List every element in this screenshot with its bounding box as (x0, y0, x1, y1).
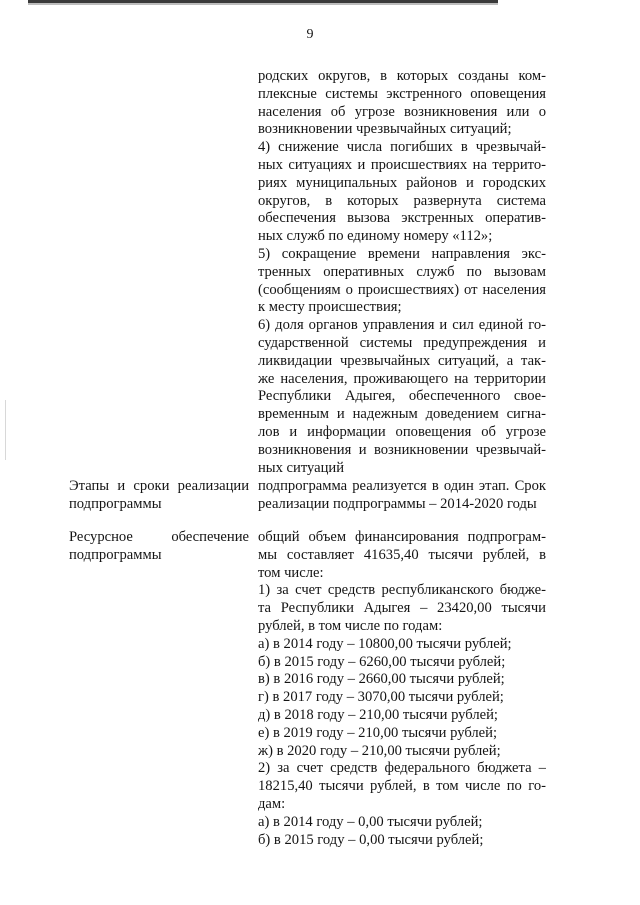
text-line: сударственной системы предупреждения и (258, 334, 546, 351)
text-line: реализации подпрограммы – 2014-2020 годы (258, 495, 537, 512)
text-line: к месту происшествия; (258, 299, 402, 316)
text-line: плексные системы экстренного оповещения (258, 85, 546, 102)
label-line: подпрограммы (69, 495, 162, 512)
text-line: ных ситуациях и происшествиях на террито- (258, 156, 546, 173)
text-line: б) в 2015 году – 6260,00 тысячи рублей; (258, 653, 506, 670)
text-line: обеспечения вызова экстренных оператив- (258, 210, 546, 227)
text-line: г) в 2017 году – 3070,00 тысячи рублей; (258, 689, 504, 706)
text-line: в) в 2016 году – 2660,00 тысячи рублей; (258, 671, 505, 688)
stages-label (69, 478, 249, 514)
stages-value (258, 478, 546, 514)
text-line: е) в 2019 году – 210,00 тысячи рублей; (258, 724, 498, 741)
text-line: возникновения и возникновении чрезвычай- (258, 441, 546, 458)
text-line: ликвидации чрезвычайных ситуаций, а так- (258, 352, 546, 369)
text-line: 6) доля органов управления и сил единой го- (258, 317, 546, 334)
resources-value (258, 529, 546, 849)
text-line: Республики Адыгея, обеспеченного свое- (258, 388, 546, 405)
resources-label (69, 529, 249, 565)
label-line: Этапы и сроки реализации (69, 478, 249, 494)
text-line: общий объем финансирования подпрограм- (258, 529, 546, 545)
text-line: же населения, проживающего на территории (258, 370, 546, 387)
text-line: 18215,40 тысячи рублей, в том числе по го- (258, 778, 546, 795)
text-line: ных ситуаций (258, 459, 345, 476)
text-line: а) в 2014 году – 10800,00 тысячи рублей; (258, 635, 512, 652)
text-line: (сообщениям о происшествиях) от населения (258, 281, 546, 298)
goals-continuation-text (258, 68, 546, 477)
text-line: риях муниципальных районов и городских (258, 174, 546, 191)
text-line: лов и информации оповещения об угрозе (258, 423, 546, 440)
text-line: 2) за счет средств федерального бюджета – (258, 760, 546, 777)
scan-top-edge-shadow (28, 3, 498, 5)
scan-margin-mark (5, 400, 6, 460)
text-line: та Республики Адыгея – 23420,00 тысячи (258, 600, 546, 617)
text-line: тренных оперативных служб по вызовам (258, 263, 546, 280)
text-line: ных служб по единому номеру «112»; (258, 228, 493, 245)
text-line: д) в 2018 году – 210,00 тысячи рублей; (258, 706, 498, 723)
text-line: дам: (258, 795, 286, 812)
text-line: родских округов, в которых созданы ком- (258, 68, 546, 84)
text-line: округов, в которых развернута система (258, 192, 546, 209)
text-line: подпрограмма реализуется в один этап. Срок (258, 478, 546, 494)
text-line: ж) в 2020 году – 210,00 тысячи рублей; (258, 742, 501, 759)
label-line: Ресурсное обеспечение (69, 529, 249, 545)
text-line: 5) сокращение времени направления экс- (258, 245, 546, 262)
text-line: возникновении чрезвычайных ситуаций; (258, 121, 512, 138)
text-line: рублей, в том числе по годам: (258, 617, 443, 634)
text-line: населения об угрозе возникновения или о (258, 103, 546, 120)
text-line: б) в 2015 году – 0,00 тысячи рублей; (258, 831, 484, 848)
text-line: 4) снижение числа погибших в чрезвычай- (258, 139, 546, 156)
text-line: том числе: (258, 564, 324, 581)
text-line: а) в 2014 году – 0,00 тысячи рублей; (258, 813, 483, 830)
text-line: временным и надежным доведением сигна- (258, 406, 546, 423)
text-line: 1) за счет средств республиканского бюдже- (258, 582, 546, 599)
text-line: мы составляет 41635,40 тысячи рублей, в (258, 546, 546, 563)
page-number: 9 (306, 27, 314, 42)
label-line: подпрограммы (69, 546, 162, 563)
